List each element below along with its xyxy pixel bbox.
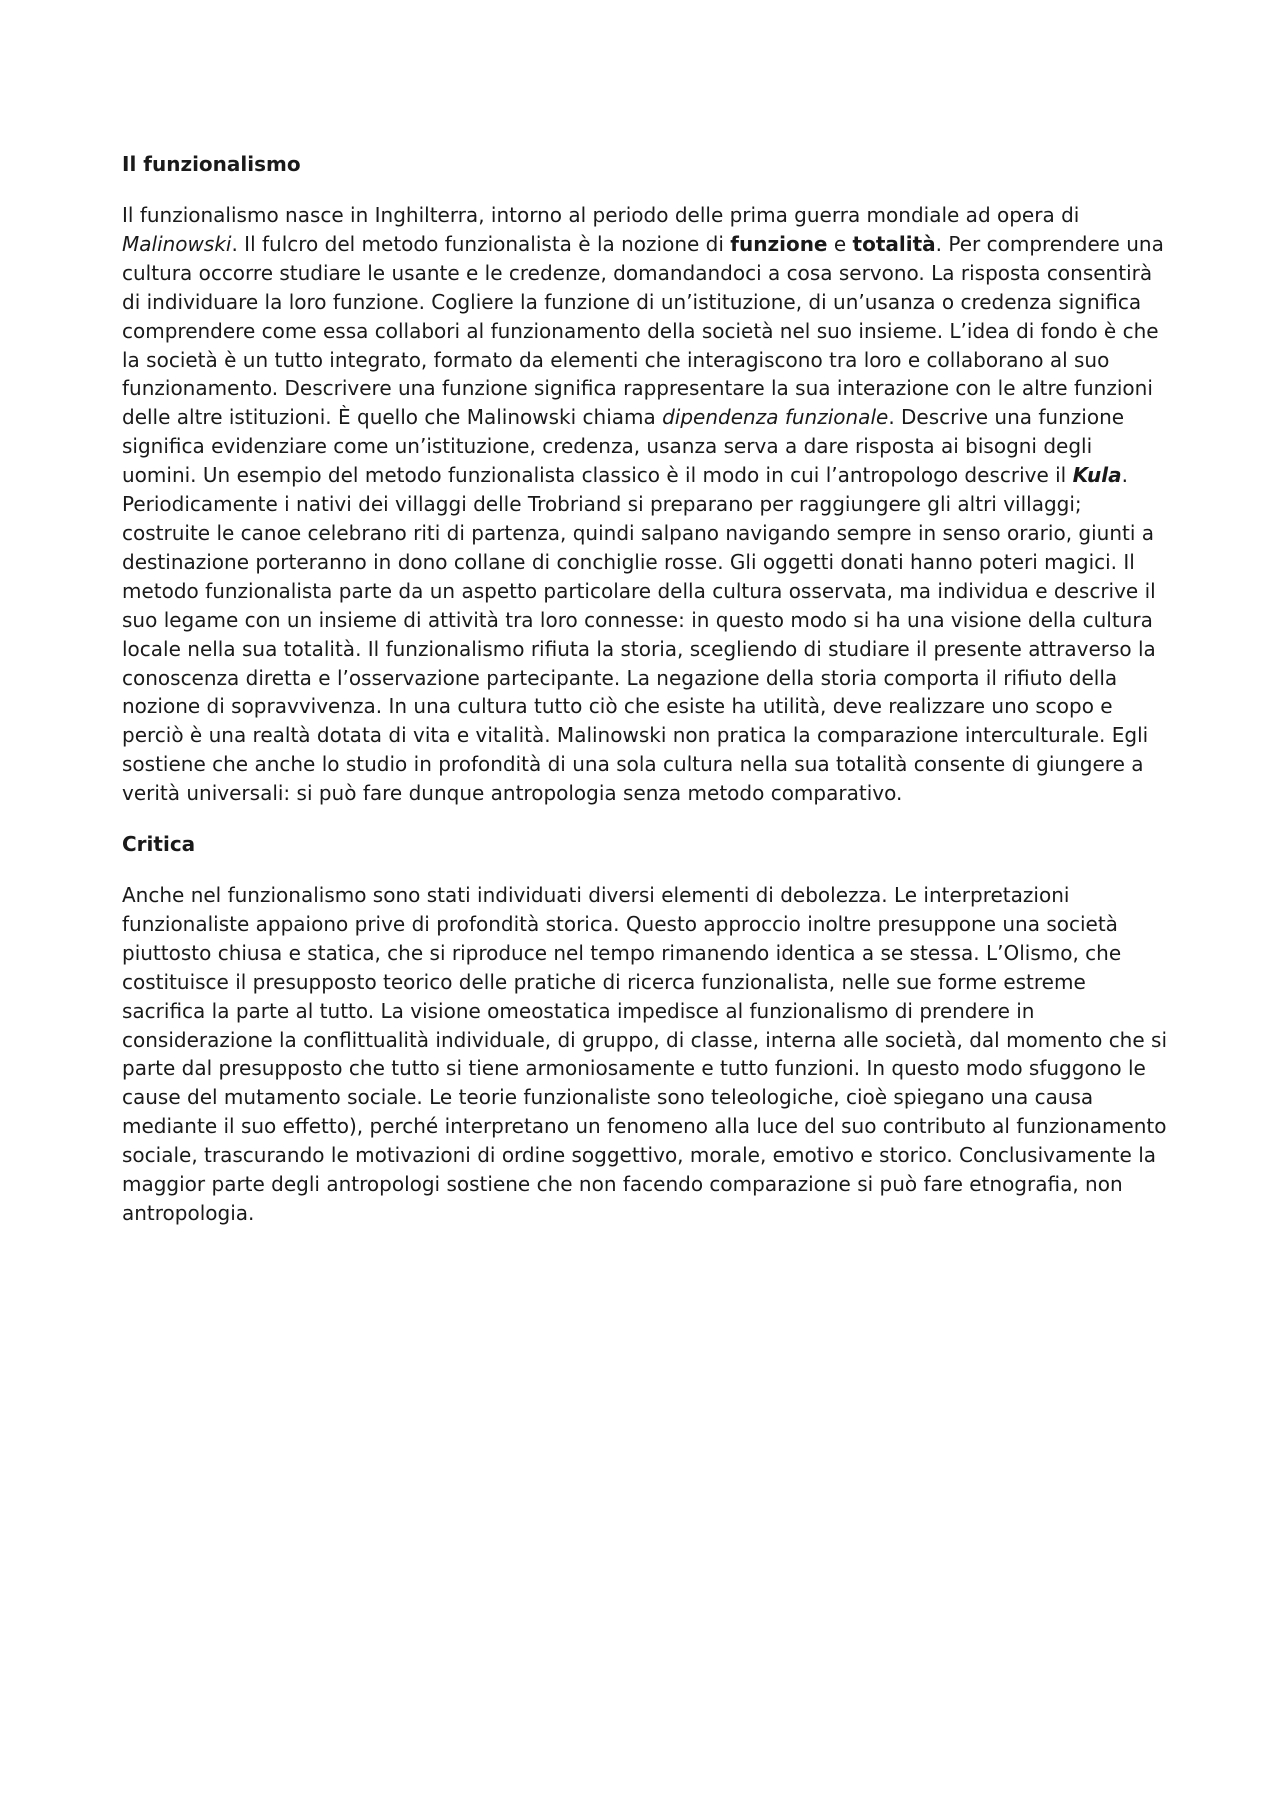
bold-funzione: funzione (730, 231, 828, 256)
text-run: . Per comprendere una cultura occorre studiare le usante e le credenze, domandandoci a cosa servono. La risposta consentirà di individuare la loro funzione. Cogliere la funzione di un’istituzione, di un’usanza o credenza significa comprendere come essa collabori al funzionamento della società nel suo insieme. L’idea di fondo è che la società è un tutto integrato, formato da elementi che interagiscono tra loro e collaborano al suo funzionamento. Descrivere una funzione significa rappresentare la sua interazione con le altre funzioni delle altre istituzioni. È quello che Malinowski chiama (122, 231, 1164, 430)
text-run: Il funzionalismo nasce in Inghilterra, intorno al periodo delle prima guerra mondiale ad opera di (122, 203, 1080, 227)
text-run: . Periodicamente i nativi dei villaggi delle Trobriand si preparano per raggiungere gli altri villaggi; costruite le canoe celebrano riti di partenza, quindi salpano navigando sempre in senso orario, giunti a destinazione porteranno in dono collane di conchiglie rosse. Gli oggetti donati hanno poteri magici. Il metodo funzionalista parte da un aspetto particolare della cultura osservata, ma individua e descrive il suo legame con un insieme di attività tra loro connesse: in questo modo si ha una visione della cultura locale nella sua totalità. Il funzionalismo rifiuta la storia, scegliendo di studiare il presente attraverso la conoscenza diretta e l’osservazione partecipante. La negazione della storia comporta il rifiuto della nozione di sopravvivenza. In una cultura tutto ciò che esiste ha utilità, deve realizzare uno scopo e perciò è una realtà dotata di vita e vitalità. Malinowski non pratica la comparazione interculturale. Egli sostiene che anche lo studio in profondità di una sola cultura nella sua totalità consente di giungere a verità universali: si può fare dunque antropologia senza metodo comparativo. (122, 463, 1156, 806)
text-run: . Il fulcro del metodo funzionalista è la nozione di (231, 231, 731, 256)
emphasis-dipendenza-funzionale: dipendenza funzionale (662, 405, 889, 430)
bold-italic-kula (1073, 463, 1122, 487)
section-title-funzionalismo: Il funzionalismo (122, 152, 301, 176)
paragraph-critica: Anche nel funzionalismo sono stati individuati diversi elementi di debolezza. Le interpretazioni funzionaliste appaiono prive di profondità storica. Questo approccio inoltre presuppone una società piuttosto chiusa e statica, che si riproduce nel tempo rimanendo identica a se stessa. L’Olismo, che costituisce il presupposto teorico delle pratiche di ricerca funzionalista, nelle sue forme estreme sacrifica la parte al tutto. La visione omeostatica impedisce al funzionalismo di prendere in considerazione la conflittualità individuale, di gruppo, di classe, interna alle società, dal momento che si parte dal presupposto che tutto si tiene armoniosamente e tutto funzioni. In questo modo sfuggono le cause del mutamento sociale. Le teorie funzionaliste sono teleologiche, cioè spiegano una causa mediante il suo effetto), perché interpretano un fenomeno alla luce del suo contributo al funzionamento sociale, trascurando le motivazioni di ordine soggettivo, morale, emotivo e storico. Conclusivamente la maggior parte degli antropologi sostiene che non facendo comparazione si può fare etnografia, non antropologia. (122, 883, 1167, 1225)
document-page (122, 150, 1172, 1250)
paragraph-funzionalismo (122, 201, 1172, 808)
emphasis-malinowski: Malinowski (122, 231, 232, 256)
kula-term: Kula (1072, 463, 1122, 488)
text-run: . Descrive una funzione significa evidenziare come un’istituzione, credenza, usanza serva a dare risposta ai bisogni degli uomini. Un esempio del metodo funzionalista classico è il modo in cui l’antropologo descrive il (122, 405, 1125, 488)
bold-totalita: totalità (852, 231, 936, 256)
section-title-critica: Critica (122, 832, 196, 857)
text-run: e (827, 231, 853, 256)
